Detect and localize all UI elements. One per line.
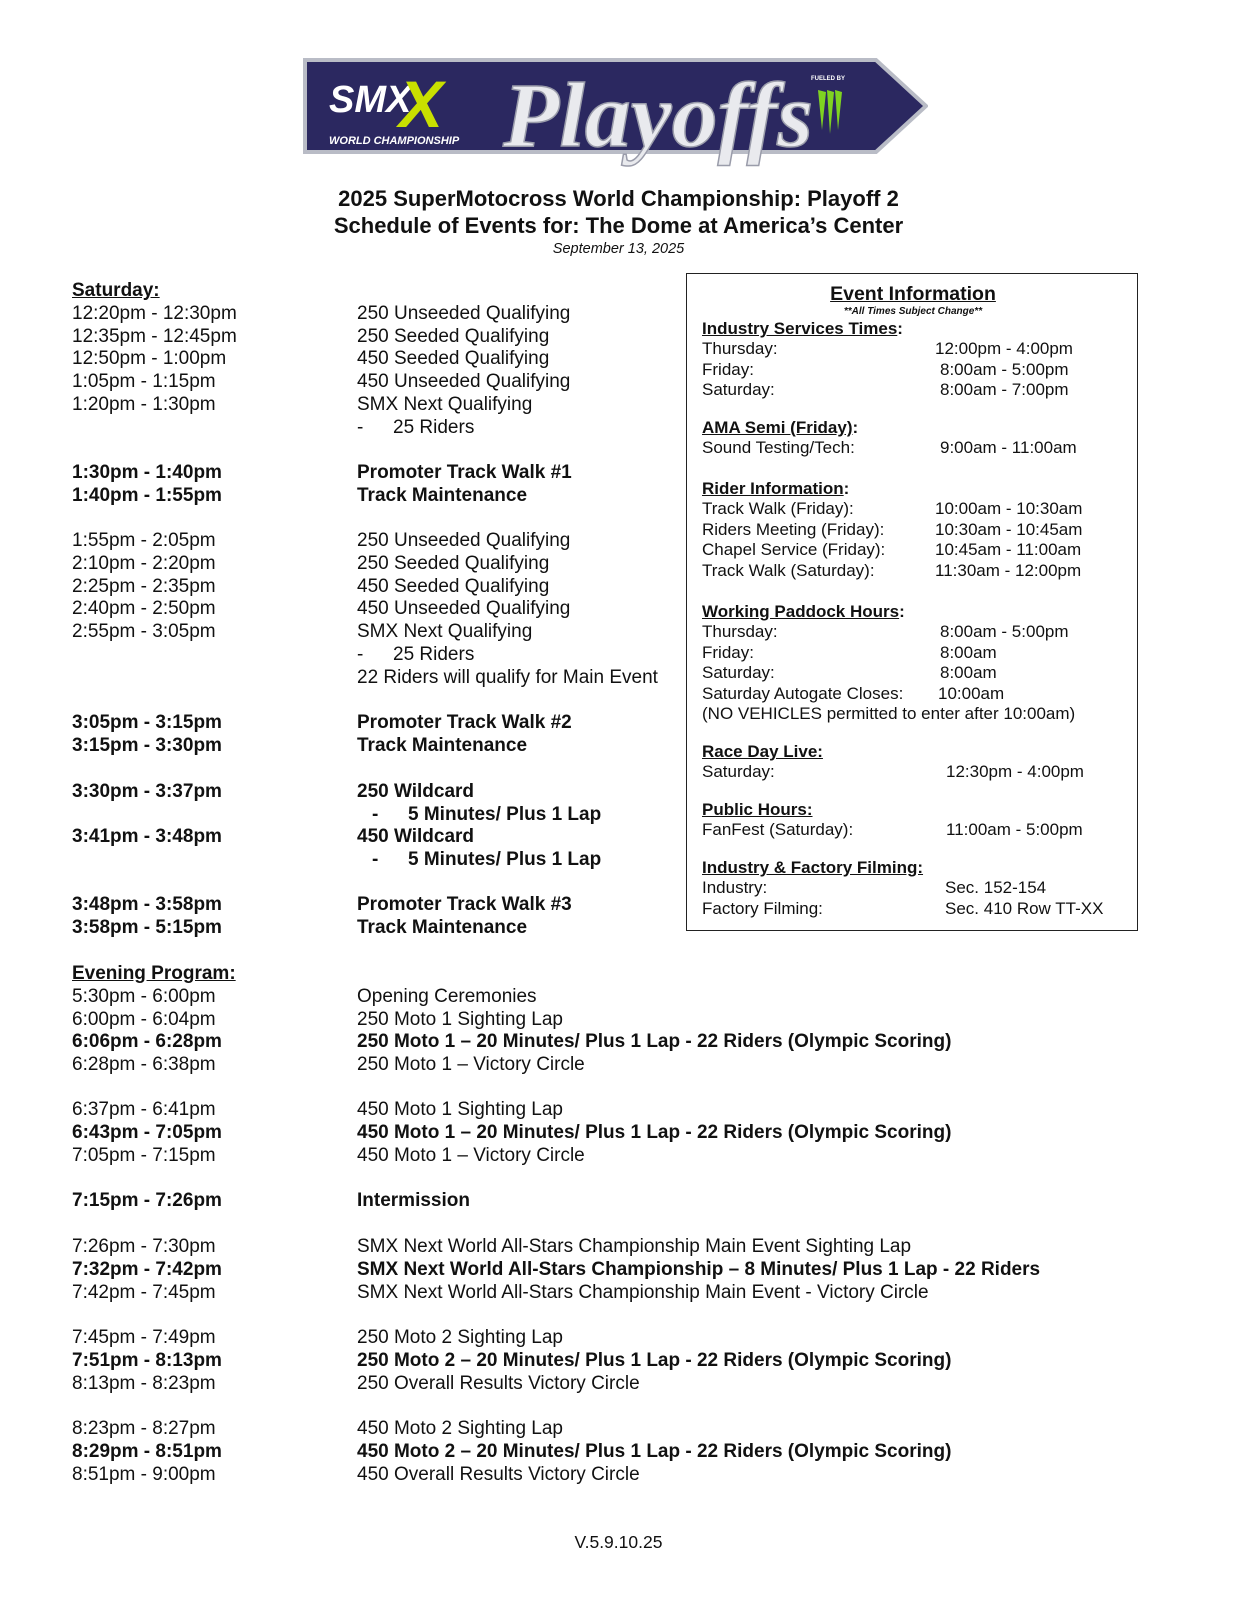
row-time: 2:10pm - 2:20pm — [72, 553, 216, 574]
row-time: 7:15pm - 7:26pm — [72, 1190, 222, 1211]
row-time: 6:43pm - 7:05pm — [72, 1122, 222, 1143]
version-number: V.5.9.10.25 — [574, 1532, 663, 1552]
info-value: 10:00am - 10:30am — [935, 499, 1083, 518]
document-subtitle: Schedule of Events for: The Dome at America’s Center — [333, 213, 904, 238]
row-desc: 250 Overall Results Victory Circle — [357, 1373, 640, 1394]
info-value: 8:00am - 7:00pm — [940, 380, 1069, 399]
evening-heading: Evening Program: — [72, 963, 236, 984]
row-time: 3:41pm - 3:48pm — [72, 826, 222, 847]
info-value: 12:30pm - 4:00pm — [946, 762, 1084, 781]
row-desc: 450 Wildcard — [357, 826, 475, 847]
row-time: 2:55pm - 3:05pm — [72, 621, 216, 642]
row-time: 12:35pm - 12:45pm — [72, 326, 237, 347]
info-value: 10:30am - 10:45am — [935, 520, 1083, 539]
info-value: 10:00am — [938, 684, 1005, 703]
logo-brand-smx: SMX — [329, 79, 412, 121]
info-value: 9:00am - 11:00am — [940, 438, 1077, 457]
row-sub: 25 Riders — [393, 644, 475, 665]
row-desc: SMX Next Qualifying — [357, 394, 533, 415]
info-value: 8:00am — [940, 643, 997, 662]
row-desc: 250 Moto 1 Sighting Lap — [357, 1009, 563, 1030]
row-desc: 250 Unseeded Qualifying — [357, 303, 571, 324]
logo-playoffs-script: Playoffs — [503, 64, 814, 166]
row-time: 3:48pm - 3:58pm — [72, 894, 222, 915]
row-desc: SMX Next World All-Stars Championship Main Event - Victory Circle — [357, 1282, 929, 1303]
row-desc: Promoter Track Walk #1 — [357, 462, 572, 483]
event-information-box — [686, 273, 1138, 931]
public-hours-heading: Public Hours: — [702, 800, 813, 819]
info-note: **All Times Subject Change** — [843, 306, 983, 317]
logo-x-mark: X — [399, 67, 444, 141]
info-label: Chapel Service (Friday): — [702, 540, 886, 559]
row-time: 7:05pm - 7:15pm — [72, 1145, 216, 1166]
row-desc: 250 Moto 1 – 20 Minutes/ Plus 1 Lap - 22 Riders (Olympic Scoring) — [357, 1031, 952, 1052]
info-value: Sec. 152-154 — [945, 878, 1047, 897]
rider-information-heading: Rider Information: — [702, 479, 850, 498]
row-desc: SMX Next World All-Stars Championship – 8 Minutes/ Plus 1 Lap - 22 Riders — [357, 1259, 1041, 1280]
ama-semi-heading: AMA Semi (Friday): — [702, 418, 859, 437]
row-sub: 5 Minutes/ Plus 1 Lap — [408, 804, 602, 825]
working-paddock-heading: Working Paddock Hours: — [702, 602, 905, 621]
row-desc: 450 Seeded Qualifying — [357, 348, 550, 369]
logo-fueled-by: FUELED BY — [811, 76, 846, 82]
row-desc: Intermission — [357, 1190, 470, 1211]
info-value: 8:00am - 5:00pm — [940, 360, 1069, 379]
row-desc: 250 Moto 2 – 20 Minutes/ Plus 1 Lap - 22 Riders (Olympic Scoring) — [357, 1350, 952, 1371]
row-time: 7:42pm - 7:45pm — [72, 1282, 216, 1303]
info-value: 12:00pm - 4:00pm — [935, 339, 1073, 358]
row-desc: 450 Unseeded Qualifying — [357, 598, 571, 619]
row-time: 1:20pm - 1:30pm — [72, 394, 216, 415]
row-time: 7:32pm - 7:42pm — [72, 1259, 222, 1280]
info-label: Saturday Autogate Closes: — [702, 684, 904, 703]
info-title: Event Information — [830, 283, 996, 305]
row-desc: 450 Moto 1 – 20 Minutes/ Plus 1 Lap - 22 Riders (Olympic Scoring) — [357, 1122, 952, 1143]
row-time: 3:05pm - 3:15pm — [72, 712, 222, 733]
row-time: 12:20pm - 12:30pm — [72, 303, 237, 324]
row-desc: 450 Unseeded Qualifying — [357, 371, 571, 392]
row-desc: Track Maintenance — [357, 485, 528, 506]
event-date: September 13, 2025 — [552, 241, 685, 257]
row-desc: Promoter Track Walk #2 — [357, 712, 572, 733]
row-time: 6:00pm - 6:04pm — [72, 1009, 216, 1030]
row-desc: 250 Seeded Qualifying — [357, 553, 550, 574]
row-desc: Track Maintenance — [357, 917, 528, 938]
row-time: 8:23pm - 8:27pm — [72, 1418, 216, 1439]
row-time: 6:37pm - 6:41pm — [72, 1099, 216, 1120]
row-time: 2:40pm - 2:50pm — [72, 598, 216, 619]
info-label: Saturday: — [702, 762, 775, 781]
row-desc: 450 Moto 1 Sighting Lap — [357, 1099, 563, 1120]
row-time: 7:45pm - 7:49pm — [72, 1327, 216, 1348]
info-label: Saturday: — [702, 380, 775, 399]
row-desc: 250 Unseeded Qualifying — [357, 530, 571, 551]
row-time: 2:25pm - 2:35pm — [72, 576, 216, 597]
info-value: 8:00am — [940, 663, 997, 682]
industry-services-heading: Industry Services Times: — [702, 319, 903, 338]
filming-heading: Industry & Factory Filming: — [702, 858, 924, 877]
row-time: 7:51pm - 8:13pm — [72, 1350, 222, 1371]
info-label: Sound Testing/Tech: — [702, 438, 855, 457]
row-time: 3:58pm - 5:15pm — [72, 917, 222, 938]
row-desc: 450 Seeded Qualifying — [357, 576, 550, 597]
row-time: 8:13pm - 8:23pm — [72, 1373, 216, 1394]
row-desc: SMX Next World All-Stars Championship Main Event Sighting Lap — [357, 1236, 912, 1257]
info-value: 10:45am - 11:00am — [935, 540, 1082, 559]
row-desc: 250 Seeded Qualifying — [357, 326, 550, 347]
row-time: 1:30pm - 1:40pm — [72, 462, 222, 483]
row-time: 1:55pm - 2:05pm — [72, 530, 216, 551]
smx-playoffs-logo — [303, 52, 928, 187]
info-label: Thursday: — [702, 339, 778, 358]
info-label: Track Walk (Friday): — [702, 499, 854, 518]
document-title: 2025 SuperMotocross World Championship: Playoff 2 — [338, 186, 899, 211]
info-label: Friday: — [702, 360, 754, 379]
row-desc: 250 Moto 1 – Victory Circle — [357, 1054, 585, 1075]
info-value: 11:30am - 12:00pm — [935, 561, 1082, 580]
race-day-live-heading: Race Day Live: — [702, 742, 823, 761]
row-time: 12:50pm - 1:00pm — [72, 348, 227, 369]
row-time: 1:05pm - 1:15pm — [72, 371, 216, 392]
row-desc: 450 Overall Results Victory Circle — [357, 1464, 640, 1485]
row-desc: SMX Next Qualifying — [357, 621, 533, 642]
row-time: 3:15pm - 3:30pm — [72, 735, 222, 756]
paddock-note: (NO VEHICLES permitted to enter after 10:00am) — [702, 704, 1076, 723]
info-label: Thursday: — [702, 622, 778, 641]
row-desc: 250 Wildcard — [357, 781, 475, 802]
logo-tagline: WORLD CHAMPIONSHIP — [329, 135, 460, 147]
info-label: Riders Meeting (Friday): — [702, 520, 885, 539]
info-value: 11:00am - 5:00pm — [946, 820, 1083, 839]
row-desc: 450 Moto 2 – 20 Minutes/ Plus 1 Lap - 22 Riders (Olympic Scoring) — [357, 1441, 952, 1462]
info-label: Track Walk (Saturday): — [702, 561, 875, 580]
row-time: 7:26pm - 7:30pm — [72, 1236, 216, 1257]
row-time: 8:29pm - 8:51pm — [72, 1441, 222, 1462]
row-time: 6:06pm - 6:28pm — [72, 1031, 222, 1052]
row-desc: Promoter Track Walk #3 — [357, 894, 572, 915]
info-label: Factory Filming: — [702, 899, 823, 918]
info-label: FanFest (Saturday): — [702, 820, 854, 839]
info-value: Sec. 410 Row TT-XX — [945, 899, 1104, 918]
row-sub: 25 Riders — [393, 417, 475, 438]
row-desc: 250 Moto 2 Sighting Lap — [357, 1327, 563, 1348]
row-desc: 450 Moto 1 – Victory Circle — [357, 1145, 585, 1166]
row-desc: Track Maintenance — [357, 735, 528, 756]
saturday-heading: Saturday: — [72, 280, 160, 301]
info-label: Industry: — [702, 878, 768, 897]
info-value: 8:00am - 5:00pm — [940, 622, 1069, 641]
info-label: Friday: — [702, 643, 754, 662]
row-time: 5:30pm - 6:00pm — [72, 986, 216, 1007]
row-sub: 5 Minutes/ Plus 1 Lap — [408, 849, 602, 870]
row-desc: Opening Ceremonies — [357, 986, 537, 1007]
row-time: 3:30pm - 3:37pm — [72, 781, 222, 802]
row-time: 8:51pm - 9:00pm — [72, 1464, 216, 1485]
info-label: Saturday: — [702, 663, 775, 682]
row-time: 6:28pm - 6:38pm — [72, 1054, 216, 1075]
row-desc: 450 Moto 2 Sighting Lap — [357, 1418, 563, 1439]
row-note: 22 Riders will qualify for Main Event — [357, 667, 658, 688]
row-time: 1:40pm - 1:55pm — [72, 485, 222, 506]
